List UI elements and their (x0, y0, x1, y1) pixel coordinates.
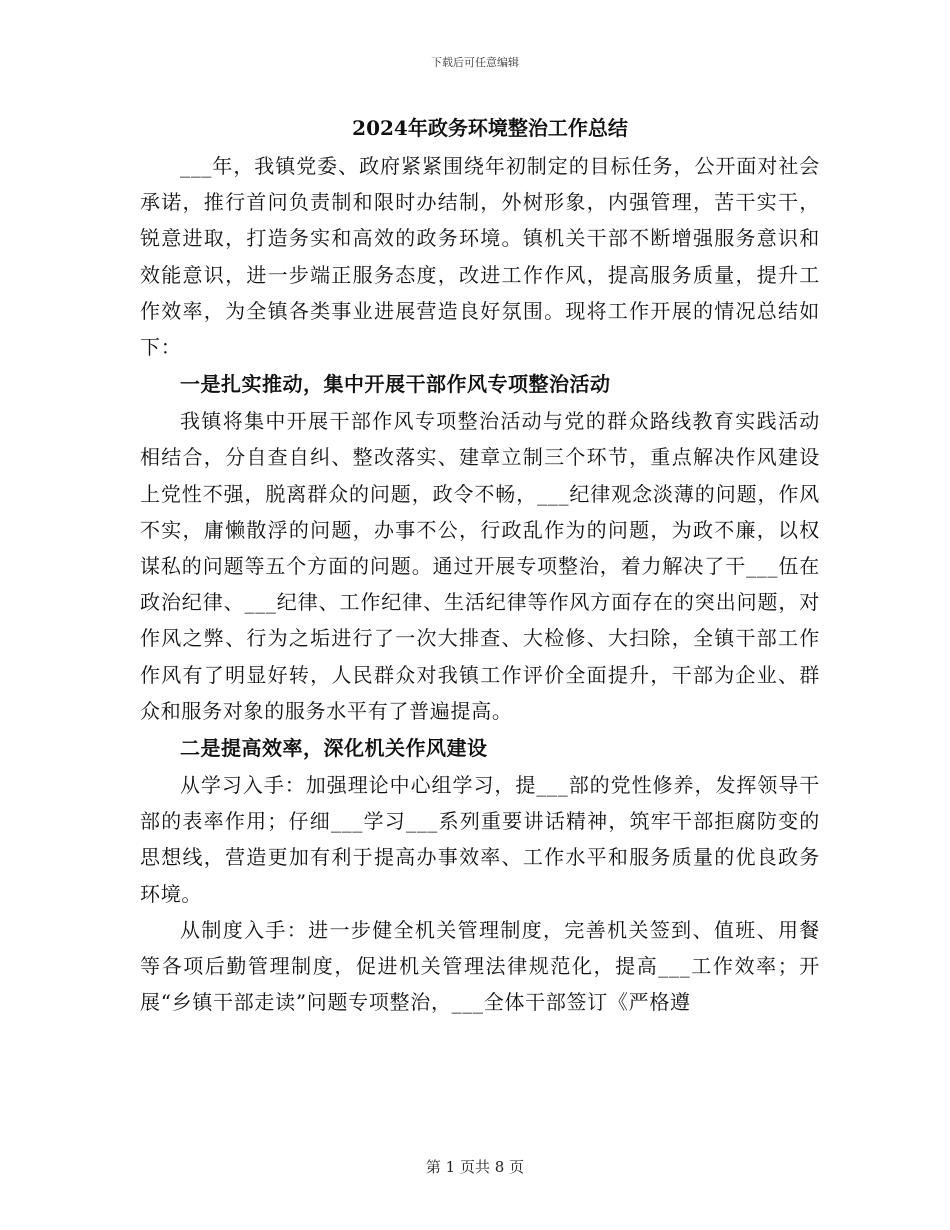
page-header: 下载后可任意编辑 (431, 56, 519, 69)
section-1-paragraph: 我镇将集中开展干部作风专项整治活动与党的群众路线教育实践活动相结合，分自查自纠、整改落实、建章立制三个环节，重点解决作风建设上党性不强，脱离群众的问题，政令不畅，___纪律观念淡薄的问题，作风不实，庸懒散浮的问题，办事不公，行政乱作为的问题，为政不廉，以权谋私的问题等五个方面的问题。通过开展专项整治，着力解决了干___伍在政治纪律、___纪律、工作纪律、生活纪律等作风方面存在的突出问题，对作风之弊、行为之垢进行了一次大排查、大检修、大扫除，全镇干部工作作风有了明显好转，人民群众对我镇工作评价全面提升，干部为企业、群众和服务对象的服务水平有了普遍提高。 (140, 409, 820, 723)
document-body (140, 108, 820, 1020)
section-1-heading: 一是扎实推动，集中开展干部作风专项整治活动 (180, 372, 611, 397)
section-2-heading: 二是提高效率，深化机关作风建设 (180, 736, 488, 761)
section-2-paragraph-2: 从制度入手：进一步健全机关管理制度，完善机关签到、值班、用餐等各项后勤管理制度，促进机关管理法律规范化，提高___工作效率；开展“乡镇干部走读”问题专项整治，___全体干部签订《严格遵 (140, 917, 820, 1015)
section-2-paragraph-1: 从学习入手：加强理论中心组学习，提___部的党性修养，发挥领导干部的表率作用；仔细___学习___系列重要讲话精神，筑牢干部拒腐防变的思想线，营造更加有利于提高办事效率、工作水平和服务质量的优良政务环境。 (140, 773, 820, 906)
document-title: 2024年政务环境整治工作总结 (352, 116, 628, 140)
intro-paragraph: ___年，我镇党委、政府紧紧围绕年初制定的目标任务，公开面对社会承诺，推行首问负责制和限时办结制，外树形象，内强管理，苦干实干，锐意进取，打造务实和高效的政务环境。镇机关干部不断增强服务意识和效能意识，进一步端正服务态度，改进工作作风，提高服务质量，提升工作效率，为全镇各类事业进展营造良好氛围。现将工作开展的情况总结如下： (140, 154, 820, 360)
page-footer: 第 1 页共 8 页 (425, 1158, 525, 1176)
